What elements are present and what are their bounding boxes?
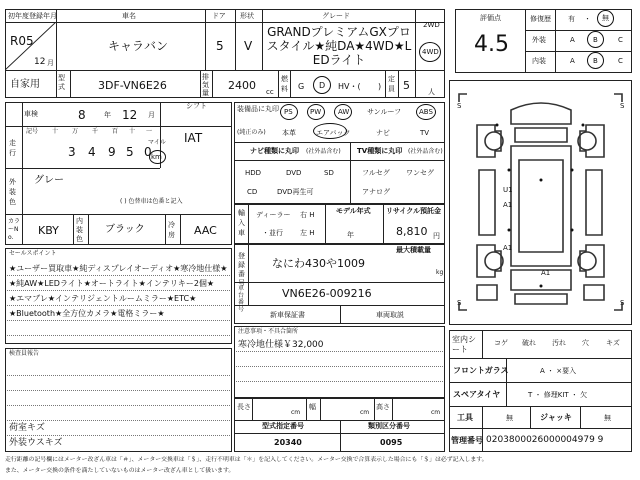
sales-point-line-4: ★Bluetooth★全方位カメラ★電格ミラー★ — [9, 309, 165, 318]
footer-note-2: また、メーター交換の条件を満たしていないものはメーター改ざん車として扱います。 — [5, 468, 235, 474]
model-year-unit: 年 — [347, 231, 354, 239]
width-label: 幅 — [309, 403, 316, 411]
exterior-color-label: 外装色 — [9, 178, 16, 206]
shape: V — [244, 39, 253, 53]
mile-label: マイル — [148, 139, 166, 146]
mileage-digit-3: 9 — [108, 145, 116, 159]
displacement-label: 排気量 — [202, 73, 209, 97]
mgmt-number-label: 管理番号 — [451, 436, 483, 445]
fuel-d: D — [319, 81, 326, 90]
type-cert-value: 20340 — [274, 438, 302, 447]
nav-type-header: ナビ種類に丸印 — [250, 147, 299, 155]
equipment-navi: ナビ — [376, 129, 390, 137]
digit-header-juu: 十 — [129, 128, 136, 135]
chassis-label: 車台番号 — [238, 285, 245, 313]
height-unit: cm — [431, 409, 441, 416]
sheet-item-ana: 穴 — [582, 339, 589, 347]
length-unit: cm — [291, 409, 301, 416]
model-code: 3DF-VN6E26 — [98, 79, 167, 92]
exterior-grade-b: B — [593, 36, 598, 44]
length-label: 長さ — [237, 403, 251, 411]
drive-4wd: 4WD — [422, 48, 439, 56]
door-label: ドア — [212, 12, 226, 20]
warranty-label: 新車保証書 — [270, 311, 305, 319]
interior-sheet-label: 室内シート — [452, 335, 476, 354]
import-right: 右 H — [300, 211, 315, 219]
damage-mark-a1-3: A1 — [541, 269, 551, 277]
max-load-unit: kg — [436, 269, 444, 276]
sales-point-line-2: ★純AW★LEDライト★オートライト★インテリキー2個★ — [9, 279, 215, 288]
score-label: 評価点 — [480, 14, 501, 22]
equipment-aw: AW — [338, 108, 350, 116]
reg-era: R05 — [10, 34, 34, 48]
interior-grade-label: 内装 — [532, 57, 546, 65]
recycle-value: 8,810 — [396, 225, 428, 238]
registration-number: なにわ430や1009 — [272, 257, 365, 270]
exterior-grade-c: C — [618, 36, 623, 44]
tv-type-header: TV種類に丸印 — [357, 147, 403, 155]
recycle-yen: 円 — [433, 232, 440, 240]
nav-dvd-playback: DVD再生可 — [277, 188, 314, 196]
repair-label: 修復歴 — [530, 15, 551, 23]
nav-hdd: HDD — [245, 169, 262, 177]
footer-note-1: 走行距離の記号欄にはメーター改ざん車は「＃」、メーター交換車は「＄」、走行不明車は「＊」を記入してください。メーター交換で合算表示した場合にも「＄」は必ず記入します。 — [5, 457, 488, 463]
mileage-digit-2: 4 — [88, 145, 96, 159]
cc-unit: cc — [266, 88, 274, 96]
sheet-item-kizu: キズ — [606, 339, 620, 347]
sales-point-line-3: ★エマブレ★インテリジェントルームミラー★ETC★ — [9, 294, 197, 303]
km-label: km — [151, 153, 162, 161]
damage-mark-u1: U1 — [503, 186, 513, 194]
equipment-subtitle: (純正のみ) — [237, 129, 266, 136]
sales-points-header: セールスポイント — [9, 250, 57, 257]
type-cert-label: 型式指定番号 — [262, 422, 304, 430]
score-value: 4.5 — [474, 32, 509, 57]
sheet-item-koge: コゲ — [494, 339, 508, 347]
jack-value: 無 — [604, 414, 611, 422]
windshield-value: A ・ ×要入 — [540, 367, 577, 375]
car-name-label: 車名 — [122, 12, 136, 20]
exterior-color: グレー — [34, 175, 64, 186]
repair-yes: 有 — [568, 15, 575, 23]
damage-mark-a1-1: A1 — [503, 201, 513, 209]
diagram-s-label-1: S — [457, 102, 462, 110]
tools-label: 工具 — [457, 413, 473, 422]
interior-grade-b: B — [593, 57, 598, 65]
import-left: 左 H — [300, 229, 315, 237]
model-label: 型式 — [58, 74, 65, 91]
color-note: ( ) 色替車は色番と記入 — [120, 198, 183, 205]
digit-header-sen: 千 — [92, 128, 99, 135]
mileage-label: 走行 — [9, 139, 16, 157]
max-load-label: 最大積載量 — [396, 246, 431, 254]
recycle-label: リサイクル預託金 — [386, 207, 442, 215]
grade-label: グレード — [322, 12, 350, 20]
digit-header-man: 万 — [72, 128, 79, 135]
remarks-text: 寒冷地仕様￥32,000 — [238, 340, 324, 350]
manual-label: 車両取説 — [376, 311, 404, 319]
import-dealer: ディーラー — [256, 211, 291, 219]
fuel-g: G — [298, 82, 305, 91]
color-code-label: カラーNo. — [8, 218, 21, 241]
reg-month-unit: 月 — [47, 59, 54, 67]
interior-grade-c: C — [618, 57, 623, 65]
exterior-grade-a: A — [570, 36, 575, 44]
mileage-digit-4: 5 — [126, 145, 134, 159]
chassis-number: VN6E26-009216 — [282, 287, 372, 300]
sales-point-line-1: ★ユーザー買取車★純ディスプレイオーディオ★寒冷地仕様★ — [9, 264, 228, 273]
usage: 自家用 — [10, 79, 40, 90]
import-parallel: ・並行 — [262, 229, 283, 237]
damage-mark-a1-2: A1 — [503, 244, 513, 252]
remarks-block — [234, 326, 445, 398]
inspector-report-block — [5, 348, 232, 452]
nav-dvd: DVD — [286, 169, 302, 177]
remarks-label: 注意事項・不具合箇所 — [238, 328, 299, 335]
capacity-label: 定員 — [388, 75, 395, 93]
class-value: 0095 — [380, 438, 403, 447]
inspection-year: 8 — [78, 108, 86, 122]
nav-sd: SD — [324, 169, 334, 177]
tv-oneseg: ワンセグ — [406, 169, 434, 177]
sheet-item-yogore: 汚れ — [552, 339, 566, 347]
class-label: 類別区分番号 — [368, 422, 410, 430]
sheet-item-yabure: 破れ — [522, 339, 536, 347]
capacity: 5 — [403, 79, 410, 92]
nav-cd: CD — [247, 188, 258, 196]
fuel-close: ) — [378, 82, 382, 91]
equipment-airbag: エアバック — [316, 129, 351, 137]
shift: IAT — [184, 131, 203, 145]
import-label: 輸入車 — [238, 209, 245, 237]
digit-header-ichi: 一 — [146, 128, 153, 135]
nav-type-note: (社外品含む) — [306, 148, 341, 155]
mileage-digit-1: 3 — [68, 145, 76, 159]
tv-type-note: (社外品含む) — [408, 148, 443, 155]
inspection-year-unit: 年 — [104, 111, 111, 119]
windshield-label: フロントガラス — [453, 366, 509, 375]
mileage-digit-5: 0 — [144, 145, 152, 159]
exterior-grade-label: 外装 — [532, 36, 546, 44]
grade: GRANDプレミアムGXプロスタイル★純DA★4WD★LEDライト — [266, 25, 412, 67]
equipment-leather: 本革 — [282, 129, 296, 137]
equipment-pw: PW — [310, 108, 322, 116]
auction-inspection-sheet: 初年度登録年月 車名 ドア 形状 グレード R05 12 月 キャラバン 5 V GRANDプレミアムGXプロスタイル★純DA★4WD★LEDライト 2WD 4WD 自家用 型式 3DF-VN6E26 排気量 2400 cc 燃料 G D HV・( ) 定員 5 人 評価点 4.5 修復歴 有 ・ 無 外装 A B C 内装 A B C 車検 8 年 12 月 シフト IAT 走行 記号 十 万 千 百 十 一 3 4 9 5 0 マイル km 外装色 グレー ( ) 色替車は色番と記入 カラーNo. KBY 内装色 ブラック 冷房 AAC 装備品に丸印 (純正のみ) PS PW AW サンルーフ ABS 本革 エアバック ナビ TV ナビ種類に丸印 (社外品含む) TV種類に丸印 (社外品含む) HDD DVD SD CD DVD再生可 フルセグ ワンセグ アナログ 輸入車 ディーラー ・並行 右 H 左 H モデル年式 年 リサイクル預託金 8,810 円 最大積載量 kg 登録番号 なにわ430や1009 車台番号 VN6E26-009216 新車保証書 車両取説 セールスポイント ★ユーザー買取車★純ディスプレイオーディオ★寒冷地仕様★ ★純AW★LEDライト★オートライト★インテリキー2個★ ★エマブレ★インテリジェントルームミラー★ETC★ ★Bluetooth★全方位カメラ★電格ミラー★ 検査員報告 荷室キズ 外装ウスキズ 注意事項・不具合箇所 寒冷地仕様￥32,000 長さ cm 幅 cm 高さ cm 型式指定番号 類別区分番号 20340 0095 S S S S U1 A1 A1 A1 室内シート コゲ 破れ 汚れ 穴 キズ フロントガラス A ・ ×要入 スペアタイヤ T ・ 修理KIT ・ 欠 工具 無 ジャッキ 無 管理番号 0203800026000004979 9 走行距離の記号欄にはメーター改ざん車は「＃」、メーター交換車は「＄」、走行不明車は「＊」を記入してください。メーター交換で合算表示した場合にも「＄」は必ず記入します。 また、メーター交換の条件を満たしていないものはメーター改ざん車として扱います。 — [0, 0, 640, 480]
drive-2wd: 2WD — [423, 21, 440, 29]
spare-tire-label: スペアタイヤ — [453, 390, 501, 399]
inspector-report-label: 検査員報告 — [9, 350, 40, 357]
jack-label: ジャッキ — [540, 413, 572, 422]
spare-tire-value: T ・ 修理KIT ・ 欠 — [528, 391, 588, 399]
inspection-month-unit: 月 — [148, 111, 155, 119]
digit-header-10man: 十 — [52, 128, 59, 135]
digit-header-hyaku: 百 — [112, 128, 119, 135]
tools-value: 無 — [506, 414, 513, 422]
vehicle-damage-diagram — [449, 80, 632, 325]
aircon-label: 冷房 — [168, 221, 175, 239]
inspection-label: 車検 — [24, 110, 38, 118]
diagram-s-label-2: S — [620, 102, 625, 110]
equipment-tv: TV — [420, 129, 430, 137]
tv-analog: アナログ — [362, 188, 390, 196]
equipment-ps: PS — [284, 108, 293, 116]
fuel-hv: HV・( — [338, 82, 361, 91]
height-label: 高さ — [376, 403, 390, 411]
equipment-title: 装備品に丸印 — [237, 105, 279, 113]
width-unit: cm — [360, 409, 370, 416]
color-code: KBY — [38, 224, 59, 237]
interior-color-label: 内装色 — [76, 217, 83, 243]
diagram-s-label-4: S — [620, 299, 625, 307]
inspection-month: 12 — [122, 108, 138, 122]
diagram-s-label-3: S — [457, 299, 462, 307]
interior-grade-a: A — [570, 57, 575, 65]
reg-year-label: 初年度登録年月 — [8, 12, 57, 20]
repair-no: 無 — [602, 14, 609, 22]
digit-header-symbol: 記号 — [26, 128, 39, 135]
equipment-abs: ABS — [419, 108, 433, 116]
registration-label: 登録番号 — [238, 252, 245, 287]
equipment-sunroof: サンルーフ — [367, 108, 402, 116]
shift-label: シフト — [186, 102, 207, 110]
fuel-label: 燃料 — [281, 75, 288, 93]
cargo-scratch-note: 荷室キズ — [9, 423, 45, 433]
shape-label: 形状 — [240, 12, 254, 20]
interior-color: ブラック — [105, 224, 145, 235]
capacity-unit: 人 — [428, 88, 435, 96]
displacement: 2400 — [228, 79, 256, 92]
exterior-dent-note: 外装ウスキズ — [9, 438, 63, 448]
reg-month: 12 — [34, 57, 46, 67]
doors: 5 — [216, 39, 224, 53]
tv-fullseg: フルセグ — [362, 169, 390, 177]
car-name: キャラバン — [108, 39, 169, 53]
mgmt-number: 0203800026000004979 9 — [486, 435, 604, 445]
model-year-label: モデル年式 — [336, 207, 371, 215]
aircon: AAC — [194, 224, 217, 237]
